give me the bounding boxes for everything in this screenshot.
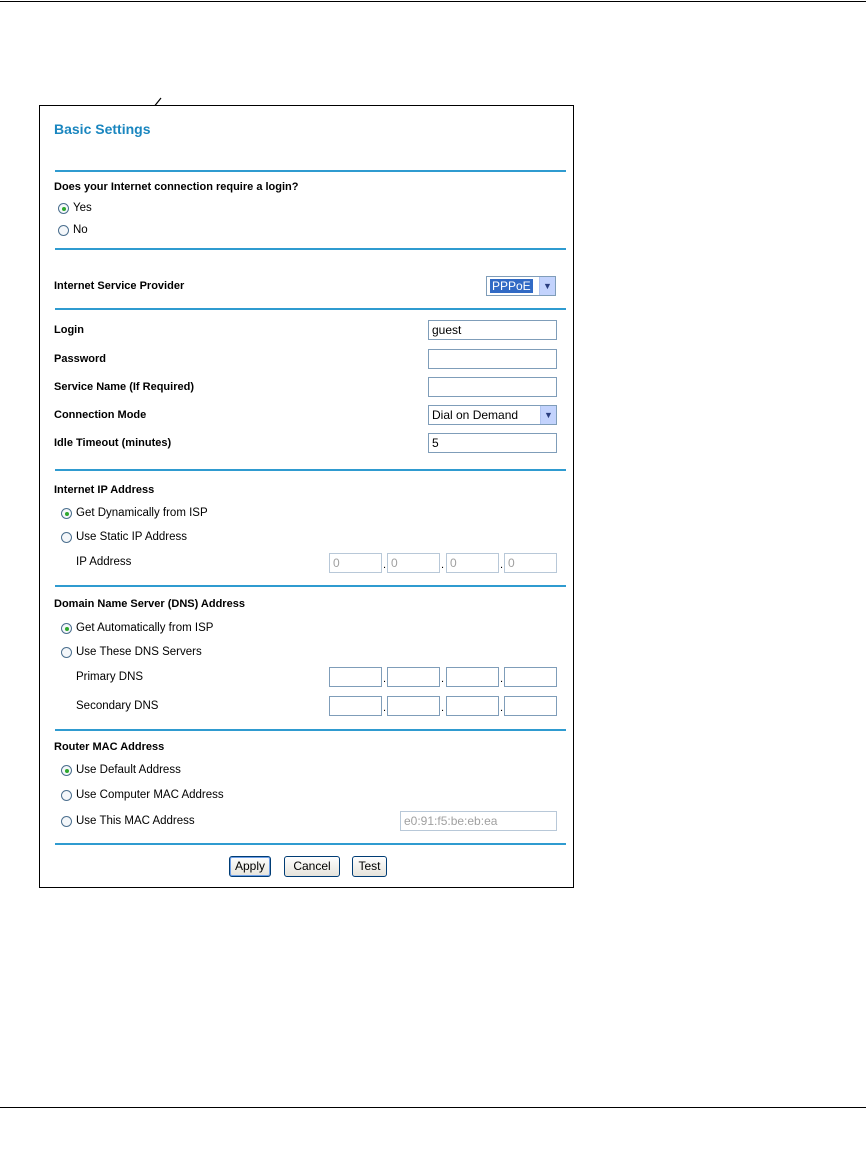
dns-dot: .: [500, 673, 504, 685]
idle-timeout-input[interactable]: 5: [428, 433, 557, 453]
ip-octet-3[interactable]: 0: [446, 553, 499, 573]
login-label: Login: [54, 324, 84, 336]
isp-select-value: PPPoE: [492, 279, 531, 293]
login-no-label: No: [73, 224, 88, 236]
separator: [55, 170, 566, 172]
secondary-dns-octet-1[interactable]: [329, 696, 382, 716]
dns-dot: .: [383, 673, 387, 685]
ip-dot: .: [383, 559, 387, 571]
chevron-down-icon: ▼: [540, 406, 556, 424]
ip-dot: .: [441, 559, 445, 571]
connection-mode-select[interactable]: [428, 405, 557, 425]
ip-address-label: IP Address: [76, 556, 132, 568]
separator: [55, 248, 566, 250]
page-title: Basic Settings: [54, 121, 151, 137]
primary-dns-octet-4[interactable]: [504, 667, 557, 687]
mac-this-label: Use This MAC Address: [76, 815, 195, 827]
primary-dns-octet-2[interactable]: [387, 667, 440, 687]
dns-label: Domain Name Server (DNS) Address: [54, 598, 245, 610]
ip-octet-1[interactable]: 0: [329, 553, 382, 573]
separator: [55, 469, 566, 471]
cancel-button[interactable]: Cancel: [284, 856, 340, 877]
ip-octet-4[interactable]: 0: [504, 553, 557, 573]
ip-dynamic-radio[interactable]: [61, 508, 72, 519]
dns-auto-label: Get Automatically from ISP: [76, 622, 214, 634]
secondary-dns-octet-3[interactable]: [446, 696, 499, 716]
mac-computer-label: Use Computer MAC Address: [76, 789, 224, 801]
idle-timeout-label: Idle Timeout (minutes): [54, 437, 172, 449]
isp-select[interactable]: [486, 276, 556, 296]
primary-dns-octet-3[interactable]: [446, 667, 499, 687]
mac-label: Router MAC Address: [54, 741, 165, 753]
secondary-dns-octet-4[interactable]: [504, 696, 557, 716]
dns-dot: .: [383, 702, 387, 714]
primary-dns-label: Primary DNS: [76, 671, 144, 683]
basic-settings-panel: [39, 105, 574, 888]
separator: [55, 308, 566, 310]
login-no-radio[interactable]: [58, 225, 69, 236]
chevron-down-icon: ▼: [539, 277, 555, 295]
separator: [55, 729, 566, 731]
ip-dynamic-label: Get Dynamically from ISP: [76, 507, 208, 519]
page-bottom-rule: [0, 1107, 866, 1108]
dns-dot: .: [500, 702, 504, 714]
dns-auto-radio[interactable]: [61, 623, 72, 634]
secondary-dns-octet-2[interactable]: [387, 696, 440, 716]
ip-octet-2[interactable]: 0: [387, 553, 440, 573]
isp-label: Internet Service Provider: [54, 280, 185, 292]
dns-dot: .: [441, 673, 445, 685]
test-button[interactable]: Test: [352, 856, 387, 877]
dns-dot: .: [441, 702, 445, 714]
mac-computer-radio[interactable]: [61, 790, 72, 801]
mac-address-input[interactable]: e0:91:f5:be:eb:ea: [400, 811, 557, 831]
login-input[interactable]: guest: [428, 320, 557, 340]
internet-ip-label: Internet IP Address: [54, 484, 155, 496]
mac-this-radio[interactable]: [61, 816, 72, 827]
separator: [55, 585, 566, 587]
secondary-dns-label: Secondary DNS: [76, 700, 159, 712]
login-yes-label: Yes: [73, 202, 92, 214]
mac-default-radio[interactable]: [61, 765, 72, 776]
ip-static-radio[interactable]: [61, 532, 72, 543]
mac-default-label: Use Default Address: [76, 764, 181, 776]
password-label: Password: [54, 353, 106, 365]
ip-static-label: Use Static IP Address: [76, 531, 188, 543]
primary-dns-octet-1[interactable]: [329, 667, 382, 687]
password-input[interactable]: [428, 349, 557, 369]
dns-manual-radio[interactable]: [61, 647, 72, 658]
separator: [55, 843, 566, 845]
login-yes-radio[interactable]: [58, 203, 69, 214]
service-name-label: Service Name (If Required): [54, 381, 194, 393]
login-question-label: Does your Internet connection require a login?: [54, 181, 299, 193]
dns-manual-label: Use These DNS Servers: [76, 646, 202, 658]
service-name-input[interactable]: [428, 377, 557, 397]
connection-mode-label: Connection Mode: [54, 409, 147, 421]
ip-dot: .: [500, 559, 504, 571]
connection-mode-value: Dial on Demand: [432, 408, 519, 422]
apply-button[interactable]: Apply: [229, 856, 271, 877]
